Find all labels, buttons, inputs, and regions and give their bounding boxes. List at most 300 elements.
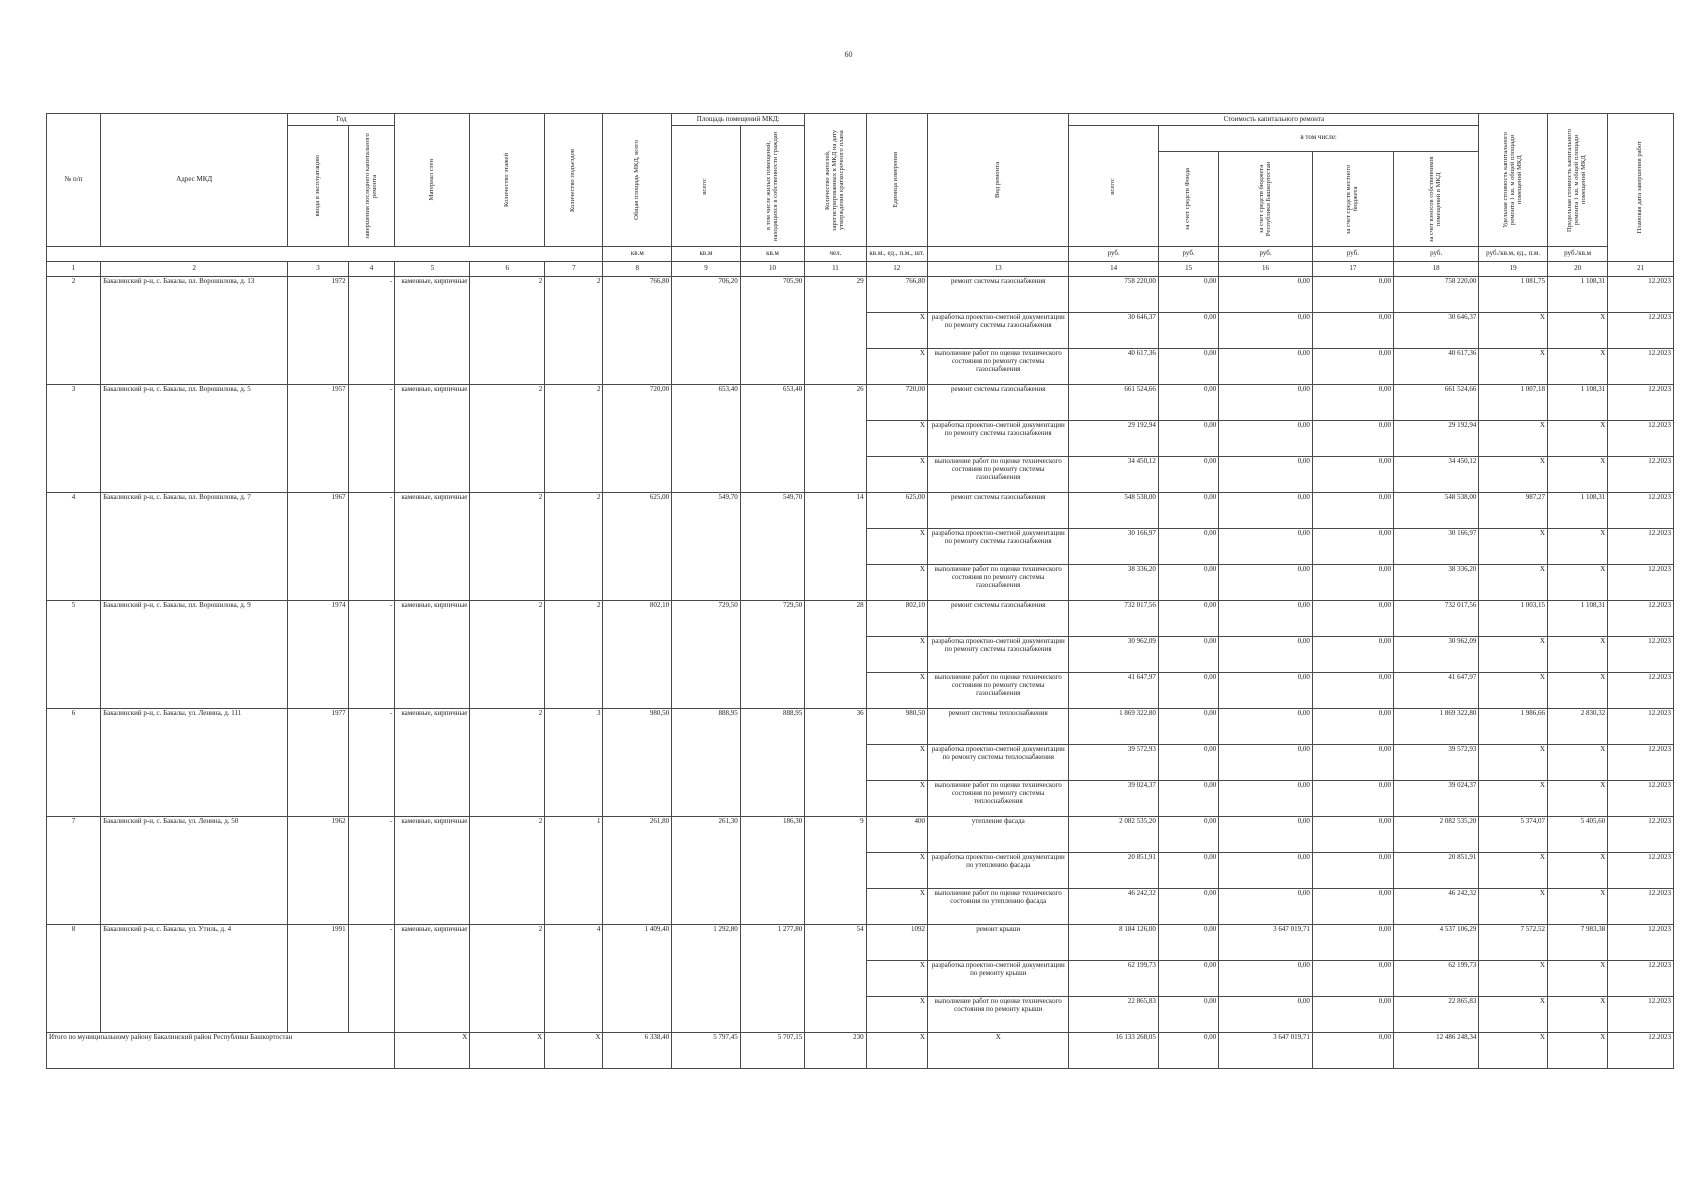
building-address: Бакалинский р-н, с. Бакалы, ул. Утиль, д. 4	[101, 925, 288, 1033]
cost-local: 0,00	[1312, 673, 1393, 709]
unit-cost-fund: руб.	[1158, 247, 1218, 262]
plan-date: 12.2023	[1608, 745, 1674, 781]
column-number: 3	[288, 262, 348, 277]
work-unit: X	[866, 421, 927, 457]
max-cost: X	[1547, 781, 1607, 817]
plan-date: 12.2023	[1608, 349, 1674, 385]
unit-unit: кв.м., ед., п.м., шт.	[866, 247, 927, 262]
cost-owners: 30 166,97	[1393, 529, 1478, 565]
column-number: 19	[1479, 262, 1548, 277]
plan-date: 12.2023	[1608, 493, 1674, 529]
unit-cost: X	[1479, 889, 1548, 925]
header-total-area: Общая площадь МКД, всего	[603, 114, 672, 247]
cost-owners: 1 869 322,80	[1393, 709, 1478, 745]
year-last-repair: -	[348, 277, 395, 385]
max-cost: X	[1547, 997, 1607, 1033]
cost-owners: 4 537 106,29	[1393, 925, 1478, 961]
header-floors: Количество этажей	[470, 114, 545, 247]
total-material: X	[395, 1033, 470, 1069]
max-cost: X	[1547, 313, 1607, 349]
cost-owners: 661 524,66	[1393, 385, 1478, 421]
cost-all: 38 336,20	[1069, 565, 1158, 601]
cost-republic: 0,00	[1219, 601, 1313, 637]
plan-date: 12.2023	[1608, 385, 1674, 421]
max-cost: X	[1547, 637, 1607, 673]
work-unit: 400	[866, 817, 927, 853]
column-number: 5	[395, 262, 470, 277]
max-cost: X	[1547, 529, 1607, 565]
year-commission: 1957	[288, 385, 348, 493]
max-cost: X	[1547, 889, 1607, 925]
cost-owners: 29 192,94	[1393, 421, 1478, 457]
cost-all: 22 865,83	[1069, 997, 1158, 1033]
floors-count: 2	[470, 277, 545, 385]
cost-republic: 0,00	[1219, 709, 1313, 745]
max-cost: 5 405,60	[1547, 817, 1607, 853]
unit-cost: 1 003,15	[1479, 601, 1548, 637]
header-max-cost: Предельная стоимость капитального ремонта 1 кв. м общей площади помещений МКД	[1547, 114, 1607, 247]
cost-fund: 0,00	[1158, 637, 1218, 673]
unit-cost: X	[1479, 961, 1548, 997]
year-commission: 1991	[288, 925, 348, 1033]
row-number: 7	[47, 817, 101, 925]
row-number: 8	[47, 925, 101, 1033]
header-incl: в том числе:	[1158, 126, 1478, 152]
column-number: 14	[1069, 262, 1158, 277]
year-last-repair: -	[348, 925, 395, 1033]
header-year-commission: ввода в эксплуатацию	[288, 126, 348, 247]
cost-fund: 0,00	[1158, 745, 1218, 781]
work-unit: X	[866, 997, 927, 1033]
repair-type: разработка проектно-сметной документации по ремонту системы газоснабжения	[927, 421, 1068, 457]
column-number: 12	[866, 262, 927, 277]
repair-type: ремонт системы газоснабжения	[927, 601, 1068, 637]
cost-fund: 0,00	[1158, 997, 1218, 1033]
row-number: 3	[47, 385, 101, 493]
unit-cost: X	[1479, 349, 1548, 385]
plan-date: 12.2023	[1608, 817, 1674, 853]
building-row	[47, 601, 1674, 637]
row-number: 5	[47, 601, 101, 709]
header-no: № п/п	[47, 114, 101, 247]
unit-cost: X	[1479, 421, 1548, 457]
header-cost-owners: за счет взносов собственников помещений в МКД	[1393, 151, 1478, 246]
entrances-count: 4	[545, 925, 603, 1033]
wall-material: каменные, кирпичные	[395, 385, 470, 493]
column-number: 9	[672, 262, 741, 277]
unit-unit-cost: руб./кв.м, ед., п.м.	[1479, 247, 1548, 262]
column-number: 2	[101, 262, 288, 277]
premises-area: 1 292,80	[672, 925, 741, 1033]
max-cost: X	[1547, 961, 1607, 997]
max-cost: 7 983,38	[1547, 925, 1607, 961]
repair-type: ремонт крыши	[927, 925, 1068, 961]
building-address: Бакалинский р-н, с. Бакалы, ул. Ленина, д. 111	[101, 709, 288, 817]
total-area: 625,00	[603, 493, 672, 601]
column-number: 11	[805, 262, 866, 277]
premises-area: 261,30	[672, 817, 741, 925]
max-cost: X	[1547, 673, 1607, 709]
cost-all: 40 617,36	[1069, 349, 1158, 385]
cost-fund: 0,00	[1158, 961, 1218, 997]
total-floors: X	[470, 1033, 545, 1069]
work-unit: X	[866, 349, 927, 385]
cost-republic: 0,00	[1219, 673, 1313, 709]
plan-date: 12.2023	[1608, 421, 1674, 457]
plan-date: 12.2023	[1608, 781, 1674, 817]
year-commission: 1974	[288, 601, 348, 709]
unit-total-area: кв.м	[603, 247, 672, 262]
cost-owners: 30 646,37	[1393, 313, 1478, 349]
cost-republic: 0,00	[1219, 637, 1313, 673]
building-address: Бакалинский р-н, с. Бакалы, пл. Ворошилова, д. 7	[101, 493, 288, 601]
cost-republic: 0,00	[1219, 781, 1313, 817]
work-unit: 625,00	[866, 493, 927, 529]
plan-date: 12.2023	[1608, 961, 1674, 997]
unit-area-all: кв.м	[672, 247, 741, 262]
cost-local: 0,00	[1312, 709, 1393, 745]
cost-local: 0,00	[1312, 601, 1393, 637]
total-repair-type: X	[927, 1033, 1068, 1069]
repair-type: выполнение работ по оценке технического состояния по ремонту системы газоснабжения	[927, 673, 1068, 709]
wall-material: каменные, кирпичные	[395, 493, 470, 601]
unit-cost: 987,27	[1479, 493, 1548, 529]
unit-area-repair: кв.м	[740, 247, 805, 262]
column-number: 7	[545, 262, 603, 277]
premises-area: 549,70	[672, 493, 741, 601]
header-year-last-repair: завершения последнего капитального ремонта	[348, 126, 395, 247]
cost-local: 0,00	[1312, 961, 1393, 997]
repair-type: выполнение работ по оценке технического состояния по утеплению фасада	[927, 889, 1068, 925]
residential-area: 888,95	[740, 709, 805, 817]
column-number: 15	[1158, 262, 1218, 277]
max-cost: X	[1547, 565, 1607, 601]
cost-local: 0,00	[1312, 889, 1393, 925]
cost-owners: 30 962,09	[1393, 637, 1478, 673]
column-number: 8	[603, 262, 672, 277]
unit-cost: 5 374,07	[1479, 817, 1548, 853]
repair-type: разработка проектно-сметной документации по ремонту крыши	[927, 961, 1068, 997]
cost-republic: 0,00	[1219, 493, 1313, 529]
residential-area: 705,90	[740, 277, 805, 385]
work-unit: 980,50	[866, 709, 927, 745]
building-address: Бакалинский р-н, с. Бакалы, пл. Ворошилова, д. 9	[101, 601, 288, 709]
cost-all: 39 572,93	[1069, 745, 1158, 781]
cost-fund: 0,00	[1158, 385, 1218, 421]
wall-material: каменные, кирпичные	[395, 709, 470, 817]
unit-cost: 1 007,18	[1479, 385, 1548, 421]
work-unit: X	[866, 889, 927, 925]
cost-all: 29 192,94	[1069, 421, 1158, 457]
repair-type: разработка проектно-сметной документации по ремонту системы газоснабжения	[927, 529, 1068, 565]
column-number: 13	[927, 262, 1068, 277]
work-unit: 766,80	[866, 277, 927, 313]
wall-material: каменные, кирпичные	[395, 277, 470, 385]
row-number: 6	[47, 709, 101, 817]
entrances-count: 2	[545, 601, 603, 709]
cost-owners: 38 336,20	[1393, 565, 1478, 601]
cost-local: 0,00	[1312, 529, 1393, 565]
entrances-count: 1	[545, 817, 603, 925]
total-entrances: X	[545, 1033, 603, 1069]
plan-date: 12.2023	[1608, 997, 1674, 1033]
cost-local: 0,00	[1312, 493, 1393, 529]
year-last-repair: -	[348, 709, 395, 817]
plan-date: 12.2023	[1608, 637, 1674, 673]
floors-count: 2	[470, 493, 545, 601]
work-unit: 720,00	[866, 385, 927, 421]
cost-all: 20 851,91	[1069, 853, 1158, 889]
total-cost-republic: 3 647 019,71	[1219, 1033, 1313, 1069]
repair-type: утепление фасада	[927, 817, 1068, 853]
cost-local: 0,00	[1312, 925, 1393, 961]
building-row	[47, 277, 1674, 313]
capital-repair-table	[46, 113, 1674, 1069]
unit-cost-all: руб.	[1069, 247, 1158, 262]
cost-fund: 0,00	[1158, 673, 1218, 709]
entrances-count: 2	[545, 277, 603, 385]
header-repair-type: Вид ремонта	[927, 114, 1068, 247]
cost-all: 1 869 322,80	[1069, 709, 1158, 745]
repair-type: выполнение работ по оценке технического состояния по ремонту системы теплоснабжения	[927, 781, 1068, 817]
residents-count: 28	[805, 601, 866, 709]
entrances-count: 3	[545, 709, 603, 817]
unit-cost: X	[1479, 457, 1548, 493]
premises-area: 729,50	[672, 601, 741, 709]
cost-fund: 0,00	[1158, 493, 1218, 529]
total-area: 802,10	[603, 601, 672, 709]
total-area: 766,80	[603, 277, 672, 385]
cost-owners: 22 865,83	[1393, 997, 1478, 1033]
total-area: 980,50	[603, 709, 672, 817]
cost-republic: 0,00	[1219, 997, 1313, 1033]
cost-fund: 0,00	[1158, 457, 1218, 493]
building-row	[47, 925, 1674, 961]
unit-cost: X	[1479, 565, 1548, 601]
header-unit: Единица измерения	[866, 114, 927, 247]
plan-date: 12.2023	[1608, 565, 1674, 601]
building-row	[47, 493, 1674, 529]
wall-material: каменные, кирпичные	[395, 601, 470, 709]
cost-all: 41 647,97	[1069, 673, 1158, 709]
work-unit: X	[866, 565, 927, 601]
work-unit: X	[866, 529, 927, 565]
work-unit: X	[866, 457, 927, 493]
residents-count: 14	[805, 493, 866, 601]
cost-local: 0,00	[1312, 457, 1393, 493]
residential-area: 1 277,80	[740, 925, 805, 1033]
header-address: Адрес МКД	[101, 114, 288, 247]
cost-local: 0,00	[1312, 637, 1393, 673]
cost-republic: 0,00	[1219, 529, 1313, 565]
floors-count: 2	[470, 925, 545, 1033]
max-cost: 1 108,31	[1547, 493, 1607, 529]
plan-date: 12.2023	[1608, 925, 1674, 961]
cost-local: 0,00	[1312, 385, 1393, 421]
cost-owners: 39 572,93	[1393, 745, 1478, 781]
cost-fund: 0,00	[1158, 313, 1218, 349]
year-commission: 1962	[288, 817, 348, 925]
row-number: 4	[47, 493, 101, 601]
residential-area: 549,70	[740, 493, 805, 601]
cost-republic: 0,00	[1219, 889, 1313, 925]
wall-material: каменные, кирпичные	[395, 817, 470, 925]
header-wall-material: Материал стен	[395, 114, 470, 247]
year-commission: 1972	[288, 277, 348, 385]
cost-all: 732 017,56	[1069, 601, 1158, 637]
max-cost: 1 108,31	[1547, 601, 1607, 637]
repair-type: выполнение работ по оценке технического состояния по ремонту системы газоснабжения	[927, 457, 1068, 493]
header-plan-date: Плановая дата завершения работ	[1608, 114, 1674, 262]
floors-count: 2	[470, 817, 545, 925]
total-plan-date: 12.2023	[1608, 1033, 1674, 1069]
unit-max-cost: руб./кв.м	[1547, 247, 1607, 262]
year-last-repair: -	[348, 817, 395, 925]
cost-local: 0,00	[1312, 349, 1393, 385]
cost-local: 0,00	[1312, 853, 1393, 889]
floors-count: 2	[470, 709, 545, 817]
building-row	[47, 817, 1674, 853]
cost-all: 30 646,37	[1069, 313, 1158, 349]
plan-date: 12.2023	[1608, 601, 1674, 637]
cost-local: 0,00	[1312, 745, 1393, 781]
wall-material: каменные, кирпичные	[395, 925, 470, 1033]
cost-owners: 2 082 535,20	[1393, 817, 1478, 853]
cost-owners: 62 199,73	[1393, 961, 1478, 997]
header-premises-area-group: Площадь помещений МКД:	[672, 114, 805, 126]
unit-cost: X	[1479, 997, 1548, 1033]
plan-date: 12.2023	[1608, 277, 1674, 313]
cost-local: 0,00	[1312, 277, 1393, 313]
header-area-all: всего:	[672, 126, 741, 247]
row-number: 2	[47, 277, 101, 385]
total-residential-area: 5 707,15	[740, 1033, 805, 1069]
column-number: 18	[1393, 262, 1478, 277]
max-cost: X	[1547, 853, 1607, 889]
cost-local: 0,00	[1312, 781, 1393, 817]
cost-republic: 0,00	[1219, 277, 1313, 313]
work-unit: X	[866, 673, 927, 709]
plan-date: 12.2023	[1608, 853, 1674, 889]
column-number: 1	[47, 262, 101, 277]
total-max-cost: X	[1547, 1033, 1607, 1069]
cost-owners: 20 851,91	[1393, 853, 1478, 889]
year-last-repair: -	[348, 601, 395, 709]
unit-cost-owners: руб.	[1393, 247, 1478, 262]
cost-owners: 46 242,32	[1393, 889, 1478, 925]
work-unit: X	[866, 637, 927, 673]
plan-date: 12.2023	[1608, 529, 1674, 565]
cost-republic: 0,00	[1219, 385, 1313, 421]
header-entrances: Количество подъездов	[545, 114, 603, 247]
unit-cost: 1 081,75	[1479, 277, 1548, 313]
units-spacer	[47, 247, 603, 262]
cost-all: 8 184 126,00	[1069, 925, 1158, 961]
plan-date: 12.2023	[1608, 889, 1674, 925]
residents-count: 29	[805, 277, 866, 385]
cost-all: 30 166,97	[1069, 529, 1158, 565]
cost-all: 62 199,73	[1069, 961, 1158, 997]
building-address: Бакалинский р-н, с. Бакалы, пл. Ворошилова, д. 5	[101, 385, 288, 493]
table-body	[47, 277, 1674, 1069]
column-number: 21	[1608, 262, 1674, 277]
cost-owners: 548 538,00	[1393, 493, 1478, 529]
cost-republic: 3 647 019,71	[1219, 925, 1313, 961]
residential-area: 653,40	[740, 385, 805, 493]
repair-type: разработка проектно-сметной документации по ремонту системы газоснабжения	[927, 637, 1068, 673]
premises-area: 653,40	[672, 385, 741, 493]
total-area: 261,80	[603, 817, 672, 925]
cost-fund: 0,00	[1158, 925, 1218, 961]
work-unit: X	[866, 781, 927, 817]
cost-fund: 0,00	[1158, 781, 1218, 817]
repair-type: ремонт системы газоснабжения	[927, 493, 1068, 529]
cost-republic: 0,00	[1219, 745, 1313, 781]
unit-cost: 7 572,52	[1479, 925, 1548, 961]
cost-all: 2 082 535,20	[1069, 817, 1158, 853]
plan-date: 12.2023	[1608, 673, 1674, 709]
cost-fund: 0,00	[1158, 277, 1218, 313]
max-cost: 1 108,31	[1547, 277, 1607, 313]
unit-cost: 1 986,66	[1479, 709, 1548, 745]
max-cost: X	[1547, 349, 1607, 385]
column-number: 4	[348, 262, 395, 277]
work-unit: X	[866, 745, 927, 781]
total-row	[47, 1033, 1674, 1069]
plan-date: 12.2023	[1608, 457, 1674, 493]
cost-all: 661 524,66	[1069, 385, 1158, 421]
repair-type: разработка проектно-сметной документации по ремонту системы теплоснабжения	[927, 745, 1068, 781]
max-cost: 1 108,31	[1547, 385, 1607, 421]
residential-area: 186,30	[740, 817, 805, 925]
total-total-area: 6 338,40	[603, 1033, 672, 1069]
unit-cost: X	[1479, 853, 1548, 889]
unit-cost: X	[1479, 673, 1548, 709]
unit-residents: чел.	[805, 247, 866, 262]
building-row	[47, 709, 1674, 745]
header-residents: Количество жителей, зарегистрированных в МКД на дату утверждения краткосрочного плана	[805, 114, 866, 247]
header-area-repair: в том числе жилых помещений, находящихся в собственности граждан	[740, 126, 805, 247]
floors-count: 2	[470, 385, 545, 493]
max-cost: 2 830,32	[1547, 709, 1607, 745]
page-number: 60	[844, 50, 853, 59]
cost-owners: 732 017,56	[1393, 601, 1478, 637]
cost-owners: 34 450,12	[1393, 457, 1478, 493]
unit-cost: X	[1479, 745, 1548, 781]
unit-cost: X	[1479, 781, 1548, 817]
work-unit: X	[866, 313, 927, 349]
total-unit-cost: X	[1479, 1033, 1548, 1069]
premises-area: 706,20	[672, 277, 741, 385]
cost-fund: 0,00	[1158, 529, 1218, 565]
cost-fund: 0,00	[1158, 853, 1218, 889]
plan-date: 12.2023	[1608, 313, 1674, 349]
repair-type: разработка проектно-сметной документации по ремонту системы газоснабжения	[927, 313, 1068, 349]
work-unit: 1092	[866, 925, 927, 961]
cost-local: 0,00	[1312, 565, 1393, 601]
cost-owners: 39 024,37	[1393, 781, 1478, 817]
cost-owners: 40 617,36	[1393, 349, 1478, 385]
work-unit: X	[866, 853, 927, 889]
repair-type: ремонт системы газоснабжения	[927, 385, 1068, 421]
cost-local: 0,00	[1312, 817, 1393, 853]
repair-type: выполнение работ по оценке технического состояния по ремонту системы газоснабжения	[927, 565, 1068, 601]
cost-all: 39 024,37	[1069, 781, 1158, 817]
cost-republic: 0,00	[1219, 313, 1313, 349]
max-cost: X	[1547, 421, 1607, 457]
unit-cost: X	[1479, 313, 1548, 349]
column-number: 20	[1547, 262, 1607, 277]
